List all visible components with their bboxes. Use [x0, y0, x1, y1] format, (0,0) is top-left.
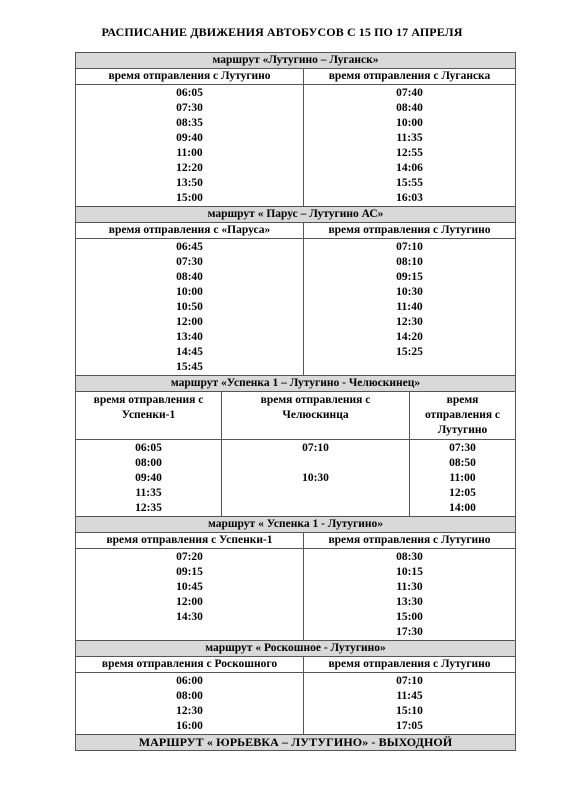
departure-time: 13:50 — [176, 177, 203, 189]
departure-time: 10:00 — [176, 286, 203, 298]
departure-time: 07:10 — [302, 442, 329, 454]
departure-times-list — [76, 85, 304, 207]
departure-time: 11:00 — [176, 147, 203, 159]
departure-time: 06:45 — [176, 241, 203, 253]
departure-time: 15:00 — [396, 611, 423, 623]
departure-time: 12:30 — [176, 705, 203, 717]
departure-time: 15:25 — [396, 346, 423, 358]
departure-time: 12:00 — [176, 596, 203, 608]
departure-times-list — [76, 549, 304, 641]
departure-time: 06:05 — [135, 442, 162, 454]
route-header: маршрут « Успенка 1 - Лутугино» — [76, 517, 516, 533]
departure-time: 07:10 — [396, 241, 423, 253]
column-header: время отправления с Успенки-1 — [76, 392, 222, 440]
departure-time — [76, 625, 303, 640]
column-header: время отправления с Луганска — [304, 69, 516, 85]
departure-time: 16:00 — [176, 720, 203, 732]
departure-time: 07:30 — [176, 256, 203, 268]
departure-time: 09:40 — [176, 132, 203, 144]
departure-times-list — [304, 673, 516, 735]
departure-time: 07:20 — [176, 551, 203, 563]
departure-times-list — [304, 549, 516, 641]
departure-time: 15:10 — [396, 705, 423, 717]
departure-time: 07:10 — [396, 675, 423, 687]
departure-time: 14:20 — [396, 331, 423, 343]
departure-time: 06:00 — [176, 675, 203, 687]
route-closed-notice: МАРШРУТ « ЮРЬЕВКА – ЛУТУГИНО» - ВЫХОДНОЙ — [76, 735, 516, 751]
departure-time: 08:40 — [176, 271, 203, 283]
departure-time — [222, 486, 409, 501]
column-header: время отправления с «Паруса» — [76, 223, 304, 239]
departure-time: 07:40 — [396, 87, 423, 99]
route-header: маршрут « Парус – Лутугино АС» — [76, 207, 516, 223]
departure-time: 11:30 — [396, 581, 423, 593]
column-header: время отправления с Лутугино — [410, 392, 516, 440]
departure-time: 11:45 — [396, 690, 423, 702]
departure-time: 09:15 — [396, 271, 423, 283]
departure-time: 13:40 — [176, 331, 203, 343]
departure-time: 08:00 — [176, 690, 203, 702]
departure-time: 09:40 — [135, 472, 162, 484]
departure-time: 08:10 — [396, 256, 423, 268]
departure-time: 12:00 — [176, 316, 203, 328]
departure-time: 09:15 — [176, 566, 203, 578]
column-header: время отправления с Успенки-1 — [76, 533, 304, 549]
route-header: маршрут «Лутугино – Луганск» — [76, 53, 516, 69]
departure-time: 12:30 — [396, 316, 423, 328]
departure-time: 15:45 — [176, 361, 203, 373]
departure-time: 17:05 — [396, 720, 423, 732]
departure-time: 07:30 — [176, 102, 203, 114]
departure-time: 12:55 — [396, 147, 423, 159]
departure-time: 08:30 — [396, 551, 423, 563]
departure-time: 08:00 — [135, 457, 162, 469]
departure-time: 08:35 — [176, 117, 203, 129]
departure-time: 13:30 — [396, 596, 423, 608]
departure-time: 10:45 — [176, 581, 203, 593]
column-header: время отправления с Челюскинца — [222, 392, 410, 440]
column-header: время отправления с Лутугино — [76, 69, 304, 85]
departure-times-list — [76, 673, 304, 735]
departure-time: 15:00 — [176, 192, 203, 204]
departure-time: 17:30 — [396, 626, 423, 638]
departure-time — [222, 501, 409, 516]
departure-time: 11:35 — [135, 487, 162, 499]
departure-time: 10:30 — [302, 472, 329, 484]
column-header: время отправления с Лутугино — [304, 533, 516, 549]
departure-time: 08:50 — [449, 457, 476, 469]
departure-time: 12:20 — [176, 162, 203, 174]
route-header: маршрут « Роскошное - Лутугино» — [76, 641, 516, 657]
departure-time: 10:30 — [396, 286, 423, 298]
departure-time: 14:45 — [176, 346, 203, 358]
departure-time: 16:03 — [396, 192, 423, 204]
departure-times-list — [410, 440, 516, 517]
departure-times-list — [304, 85, 516, 207]
departure-time — [222, 456, 409, 471]
departure-time: 11:40 — [396, 301, 423, 313]
departure-time: 11:35 — [396, 132, 423, 144]
departure-time: 12:35 — [135, 502, 162, 514]
route-header: маршрут «Успенка 1 – Лутугино - Челюскинец» — [76, 376, 516, 392]
departure-times-list — [304, 239, 516, 376]
departure-time: 14:30 — [176, 611, 203, 623]
page-title: РАСПИСАНИЕ ДВИЖЕНИЯ АВТОБУСОВ С 15 ПО 17 АПРЕЛЯ — [101, 25, 463, 39]
departure-time: 14:00 — [449, 502, 476, 514]
departure-times-list — [76, 440, 222, 517]
departure-time: 15:55 — [396, 177, 423, 189]
departure-time: 10:50 — [176, 301, 203, 313]
departure-time: 10:15 — [396, 566, 423, 578]
departure-time: 12:05 — [449, 487, 476, 499]
departure-time: 10:00 — [396, 117, 423, 129]
departure-time: 11:00 — [449, 472, 476, 484]
column-header: время отправления с Лутугино — [304, 657, 516, 673]
departure-times-list — [76, 239, 304, 376]
column-header: время отправления с Роскошного — [76, 657, 304, 673]
departure-time: 14:06 — [396, 162, 423, 174]
departure-time: 06:05 — [176, 87, 203, 99]
departure-times-list — [222, 440, 410, 517]
column-header: время отправления с Лутугино — [304, 223, 516, 239]
departure-time: 08:40 — [396, 102, 423, 114]
departure-time: 07:30 — [449, 442, 476, 454]
schedule-table — [75, 52, 516, 751]
